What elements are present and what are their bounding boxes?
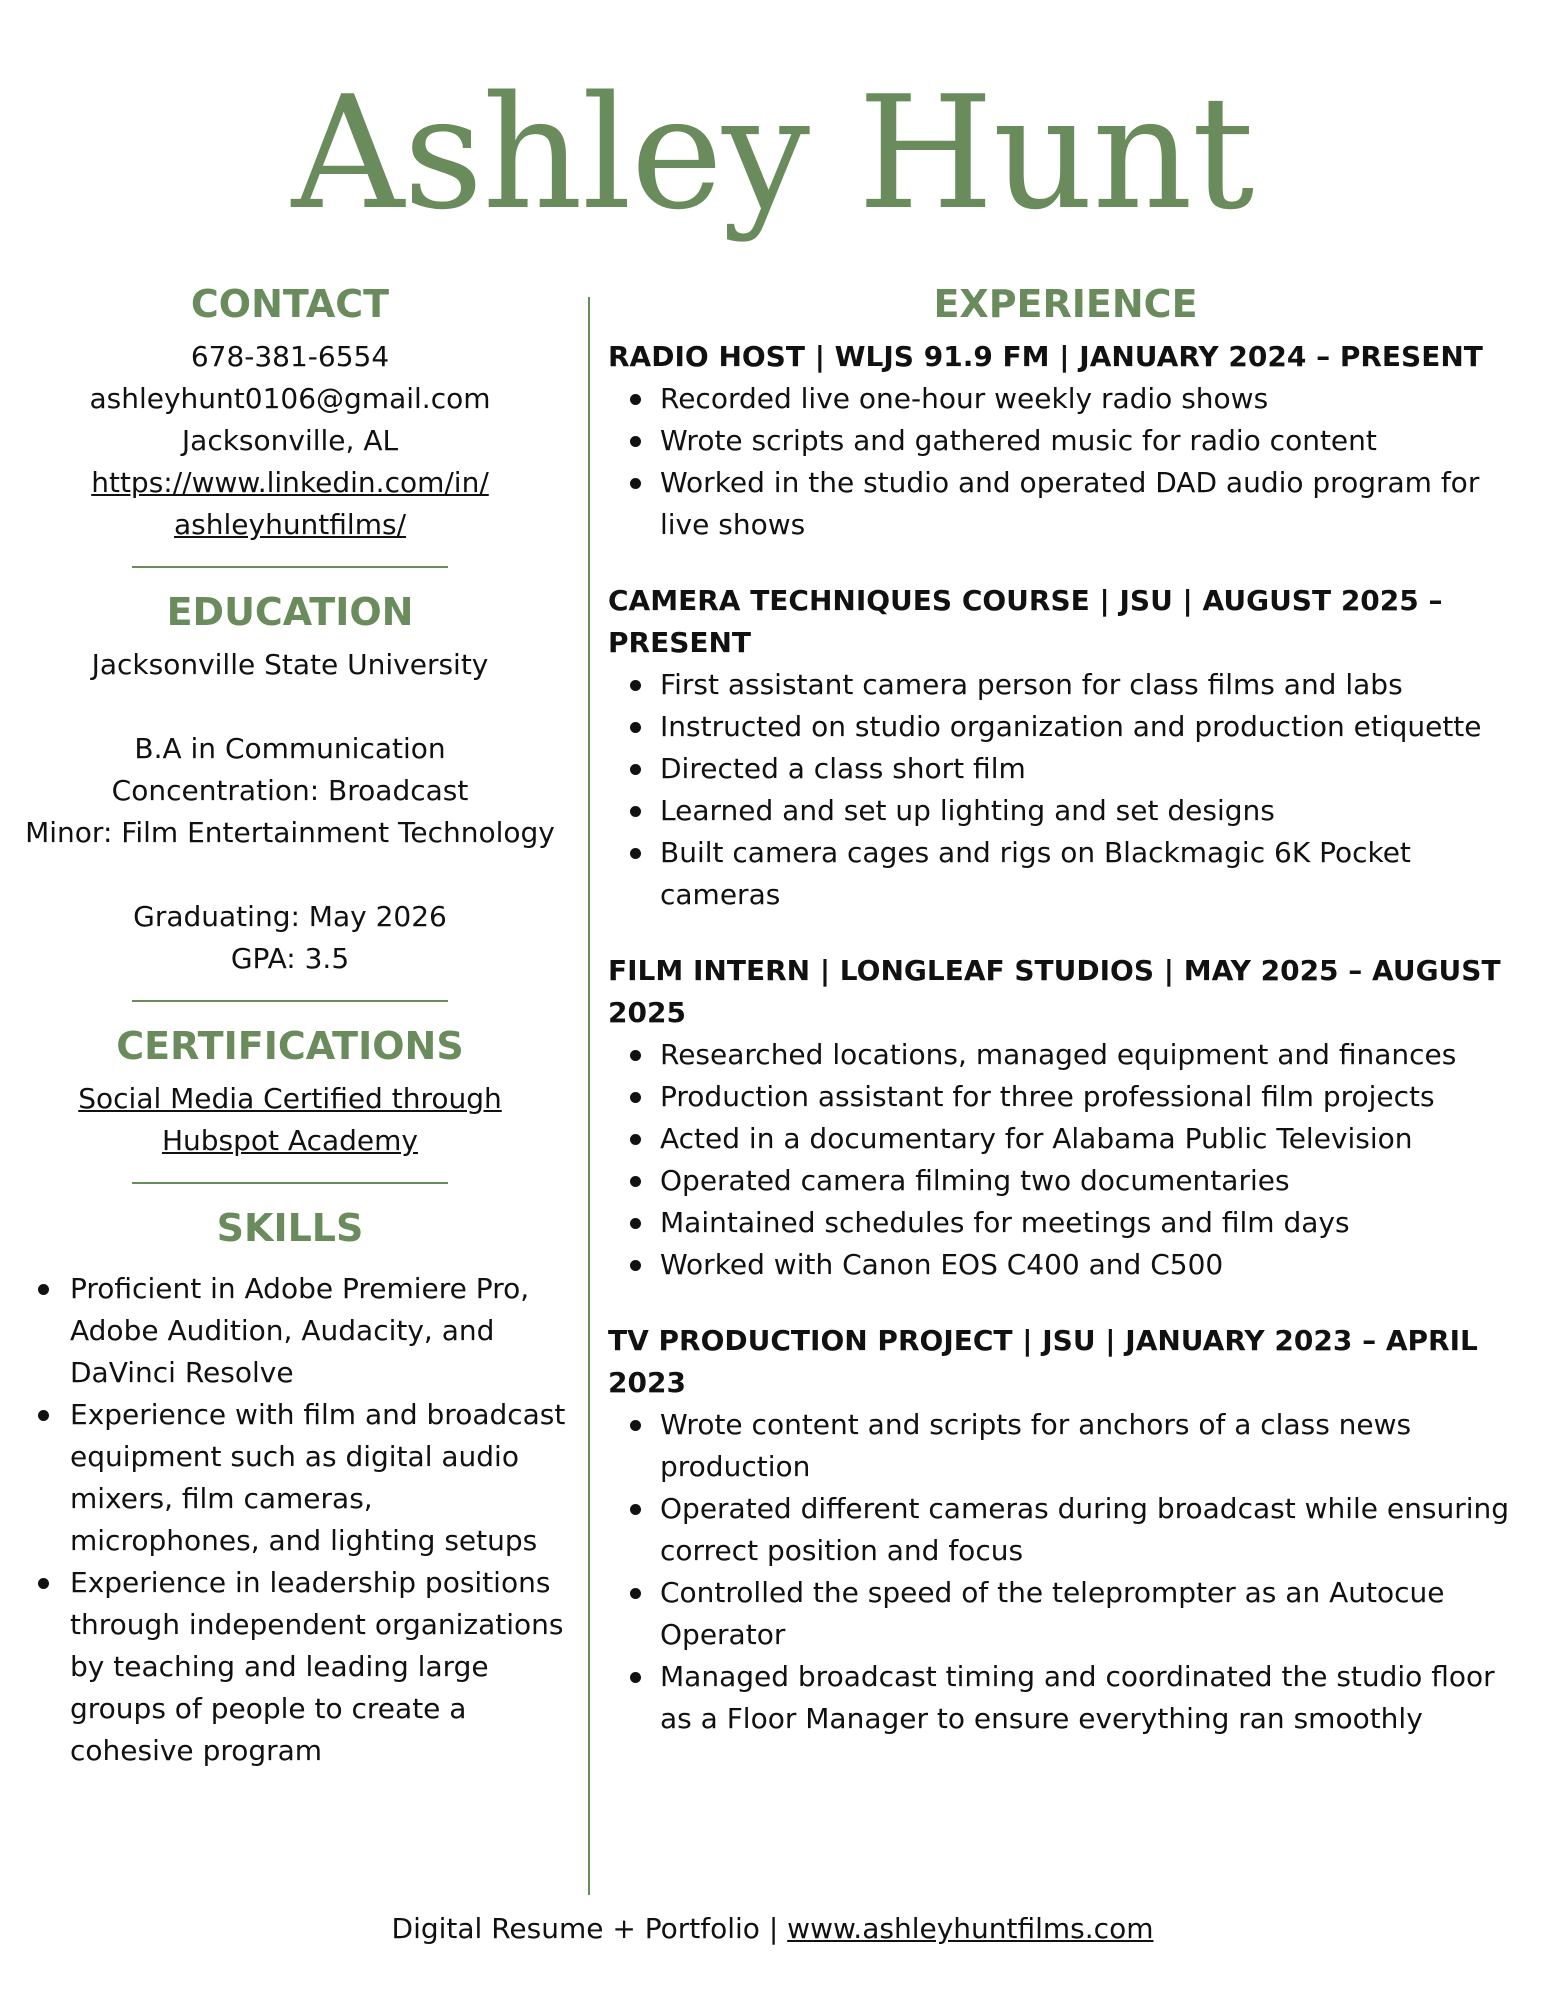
job-bullet: Acted in a documentary for Alabama Public Television — [608, 1118, 1523, 1160]
job-bullet: Built camera cages and rigs on Blackmagic 6K Pocket cameras — [608, 832, 1523, 916]
job-bullet: Operated different cameras during broadcast while ensuring correct position and focus — [608, 1488, 1523, 1572]
education-concentration: Concentration: Broadcast — [111, 774, 469, 807]
skills-heading: SKILLS — [216, 1206, 364, 1250]
contact-location: Jacksonville, AL — [181, 424, 399, 457]
job-title: RADIO HOST | WLJS 91.9 FM | JANUARY 2024 – PRESENT — [608, 340, 1483, 373]
job-bullet: Learned and set up lighting and set designs — [608, 790, 1523, 832]
website-link[interactable]: www.ashleyhuntfilms.com — [787, 1912, 1154, 1945]
footer-text: Digital Resume + Portfolio | — [391, 1912, 788, 1945]
job-bullet: Maintained schedules for meetings and film days — [608, 1202, 1523, 1244]
education-school: Jacksonville State University — [91, 648, 489, 681]
certifications-heading: CERTIFICATIONS — [116, 1024, 464, 1068]
linkedin-link-line1[interactable]: https://www.linkedin.com/in/ — [91, 466, 489, 499]
certification-line2[interactable]: Hubspot Academy — [161, 1124, 418, 1157]
job-bullets — [608, 664, 1523, 916]
skills-list — [0, 1268, 580, 1772]
column-divider — [588, 297, 590, 1895]
job-bullets — [608, 1404, 1523, 1740]
certification-line1[interactable]: Social Media Certified through — [78, 1082, 502, 1115]
linkedin-link-line2[interactable]: ashleyhuntfilms/ — [174, 508, 406, 541]
job-bullets — [608, 1034, 1523, 1286]
contact-email: ashleyhunt0106@gmail.com — [89, 382, 491, 415]
experience-heading: EXPERIENCE — [933, 282, 1198, 326]
right-column — [608, 278, 1523, 1740]
education-graduating: Graduating: May 2026 — [133, 900, 447, 933]
education-degree: B.A in Communication — [134, 732, 446, 765]
job-title: TV PRODUCTION PROJECT | JSU | JANUARY 2023 – APRIL 2023 — [608, 1324, 1478, 1399]
job-bullet: Operated camera filming two documentaries — [608, 1160, 1523, 1202]
job-bullet: Controlled the speed of the teleprompter as an Autocue Operator — [608, 1572, 1523, 1656]
job-bullet: First assistant camera person for class films and labs — [608, 664, 1523, 706]
job-bullet: Researched locations, managed equipment and finances — [608, 1034, 1523, 1076]
job-entry — [608, 336, 1523, 546]
job-bullets — [608, 378, 1523, 546]
job-bullet: Directed a class short film — [608, 748, 1523, 790]
linkedin-link[interactable] — [0, 462, 580, 546]
skills-item: Experience with film and broadcast equipment such as digital audio mixers, film cameras, microphones, and lighting setups — [0, 1394, 580, 1562]
job-bullet: Recorded live one-hour weekly radio shows — [608, 378, 1523, 420]
job-bullet: Worked with Canon EOS C400 and C500 — [608, 1244, 1523, 1286]
footer — [0, 1908, 1545, 1950]
job-bullet: Production assistant for three professional film projects — [608, 1076, 1523, 1118]
education-heading: EDUCATION — [166, 590, 414, 634]
job-entry — [608, 580, 1523, 916]
job-title: FILM INTERN | LONGLEAF STUDIOS | MAY 2025 – AUGUST 2025 — [608, 954, 1501, 1029]
job-title: CAMERA TECHNIQUES COURSE | JSU | AUGUST 2025 – PRESENT — [608, 584, 1443, 659]
job-bullet: Wrote scripts and gathered music for radio content — [608, 420, 1523, 462]
job-bullet: Instructed on studio organization and production etiquette — [608, 706, 1523, 748]
job-bullet: Worked in the studio and operated DAD audio program for live shows — [608, 462, 1523, 546]
contact-heading: CONTACT — [190, 282, 390, 326]
job-bullet: Managed broadcast timing and coordinated the studio floor as a Floor Manager to ensure everything ran smoothly — [608, 1656, 1523, 1740]
contact-phone: 678-381-6554 — [190, 340, 390, 373]
job-entry — [608, 1320, 1523, 1740]
education-minor: Minor: Film Entertainment Technology — [25, 816, 555, 849]
resume-name: Ashley Hunt — [291, 62, 1254, 244]
left-column — [0, 278, 580, 1772]
education-gpa: GPA: 3.5 — [230, 942, 350, 975]
skills-item: Proficient in Adobe Premiere Pro, Adobe Audition, Audacity, and DaVinci Resolve — [0, 1268, 580, 1394]
certification-link[interactable] — [0, 1078, 580, 1162]
skills-item: Experience in leadership positions through independent organizations by teaching and leading large groups of people to create a cohesive program — [0, 1562, 580, 1772]
job-entry — [608, 950, 1523, 1286]
job-bullet: Wrote content and scripts for anchors of a class news production — [608, 1404, 1523, 1488]
